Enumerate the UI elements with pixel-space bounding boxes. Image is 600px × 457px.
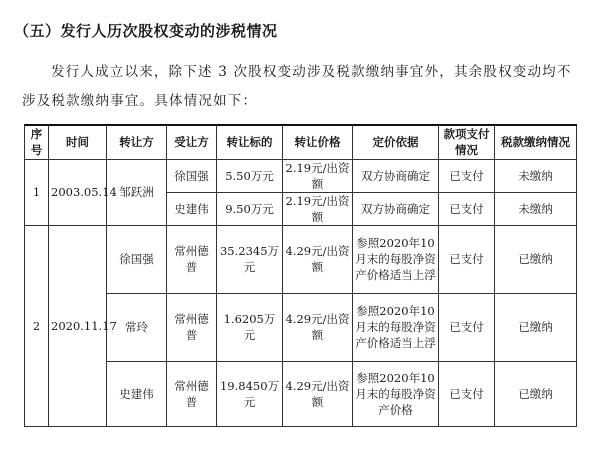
cell-transferor: 常玲 (107, 293, 167, 361)
cell-transferor: 史建伟 (107, 361, 167, 426)
header-seq: 序号 (25, 125, 49, 159)
cell-price: 4.29元/出资额 (283, 225, 353, 293)
cell-payment: 已支付 (439, 192, 495, 225)
cell-transferor: 邹跃洲 (107, 159, 167, 225)
cell-tax: 未缴纳 (495, 159, 577, 192)
cell-seq: 1 (25, 159, 49, 225)
table-row (25, 159, 577, 192)
header-target: 转让标的 (217, 125, 283, 159)
cell-target: 1.6205万元 (217, 293, 283, 361)
cell-time: 2020.11.17 (49, 225, 107, 426)
header-payment: 款项支付情况 (439, 125, 495, 159)
table-header-row (25, 125, 577, 159)
header-tax: 税款缴纳情况 (495, 125, 577, 159)
cell-basis: 双方协商确定 (353, 192, 439, 225)
cell-tax: 已缴纳 (495, 225, 577, 293)
header-basis: 定价依据 (353, 125, 439, 159)
cell-basis: 双方协商确定 (353, 159, 439, 192)
cell-price: 2.19元/出资额 (283, 192, 353, 225)
cell-target: 5.50万元 (217, 159, 283, 192)
cell-tax: 已缴纳 (495, 293, 577, 361)
cell-transferee: 史建伟 (167, 192, 217, 225)
cell-payment: 已支付 (439, 159, 495, 192)
cell-tax: 未缴纳 (495, 192, 577, 225)
cell-tax: 已缴纳 (495, 361, 577, 426)
cell-target: 9.50万元 (217, 192, 283, 225)
table-row (25, 225, 577, 293)
cell-price: 4.29元/出资额 (283, 361, 353, 426)
cell-target: 19.8450万元 (217, 361, 283, 426)
cell-basis: 参照2020年10月末的每股净资产价格适当上浮 (353, 225, 439, 293)
cell-seq: 2 (25, 225, 49, 426)
header-time: 时间 (49, 125, 107, 159)
cell-transferor: 徐国强 (107, 225, 167, 293)
header-price: 转让价格 (283, 125, 353, 159)
cell-target: 35.2345万元 (217, 225, 283, 293)
section-title: （五）发行人历次股权变动的涉税情况 (14, 22, 278, 40)
cell-price: 2.19元/出资额 (283, 159, 353, 192)
tax-table (24, 124, 577, 427)
table-row (25, 361, 577, 426)
cell-basis: 参照2020年10月末的每股净资产价格 (353, 361, 439, 426)
intro-paragraph: 发行人成立以来，除下述 3 次股权变动涉及税款缴纳事宜外，其余股权变动均不涉及税款缴纳事宜。具体情况如下： (22, 64, 572, 109)
header-transferor: 转让方 (107, 125, 167, 159)
cell-transferee: 徐国强 (167, 159, 217, 192)
cell-time: 2003.05.14 (49, 159, 107, 225)
cell-transferee: 常州德普 (167, 225, 217, 293)
header-transferee: 受让方 (167, 125, 217, 159)
cell-transferee: 常州德普 (167, 293, 217, 361)
cell-basis: 参照2020年10月末的每股净资产价格适当上浮 (353, 293, 439, 361)
cell-price: 4.29元/出资额 (283, 293, 353, 361)
cell-payment: 已支付 (439, 225, 495, 293)
cell-payment: 已支付 (439, 361, 495, 426)
cell-transferee: 常州德普 (167, 361, 217, 426)
cell-payment: 已支付 (439, 293, 495, 361)
